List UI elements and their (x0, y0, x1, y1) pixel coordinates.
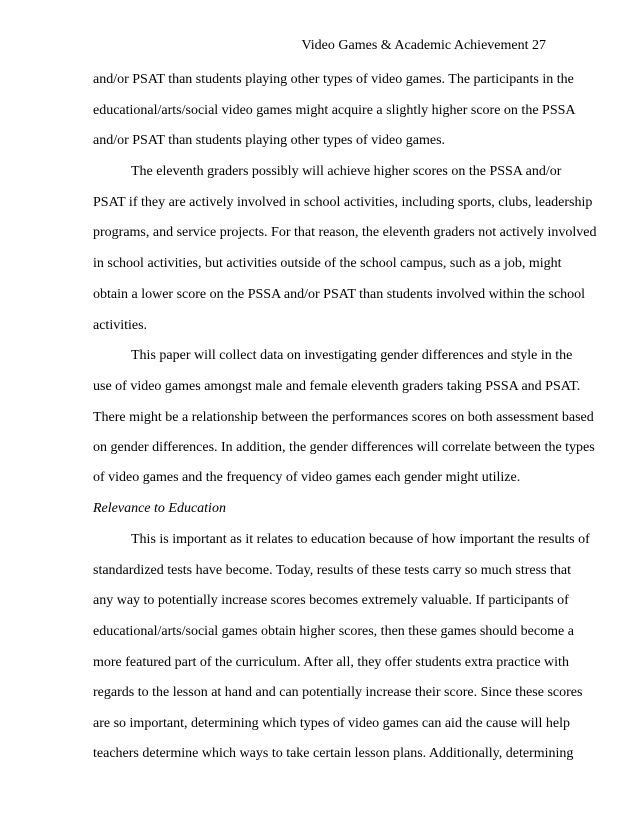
body-line: There might be a relationship between the performances scores on both assessment based (93, 410, 594, 425)
body-line: of video games and the frequency of video games each gender might utilize. (93, 470, 521, 485)
body-line: standardized tests have become. Today, results of these tests carry so much stress that (93, 563, 571, 578)
body-line: PSAT if they are actively involved in school activities, including sports, clubs, leadership (93, 195, 593, 210)
body-line: activities. (93, 318, 148, 333)
paragraph-start-line: The eleventh graders possibly will achieve higher scores on the PSSA and/or (131, 164, 562, 179)
body-line: on gender differences. In addition, the gender differences will correlate between the types (93, 440, 595, 455)
section-heading: Relevance to Education (93, 501, 226, 516)
body-line: are so important, determining which types of video games can aid the cause will help (93, 716, 571, 731)
body-line: programs, and service projects. For that reason, the eleventh graders not actively involved (93, 225, 597, 240)
body-line: use of video games amongst male and female eleventh graders taking PSSA and PSAT. (93, 379, 581, 394)
body-line: more featured part of the curriculum. After all, they offer students extra practice with (93, 655, 569, 670)
body-line: educational/arts/social video games might acquire a slightly higher score on the PSSA (93, 103, 576, 118)
body-line: and/or PSAT than students playing other types of video games. (93, 133, 446, 148)
body-line: and/or PSAT than students playing other types of video games. The participants in the (93, 72, 574, 87)
body-line: educational/arts/social games obtain higher scores, then these games should become a (93, 624, 574, 639)
body-line: in school activities, but activities outside of the school campus, such as a job, might (93, 256, 562, 271)
paragraph-start-line: This paper will collect data on investigating gender differences and style in the (131, 348, 573, 363)
body-line: obtain a lower score on the PSSA and/or PSAT than students involved within the school (93, 287, 586, 302)
body-line: regards to the lesson at hand and can potentially increase their score. Since these scores (93, 685, 583, 700)
body-line: teachers determine which ways to take certain lesson plans. Additionally, determining (93, 746, 574, 761)
body-line: any way to potentially increase scores becomes extremely valuable. If participants of (93, 593, 569, 608)
paragraph-start-line: This is important as it relates to education because of how important the results of (131, 532, 590, 547)
running-head: Video Games & Academic Achievement 27 (301, 38, 546, 53)
